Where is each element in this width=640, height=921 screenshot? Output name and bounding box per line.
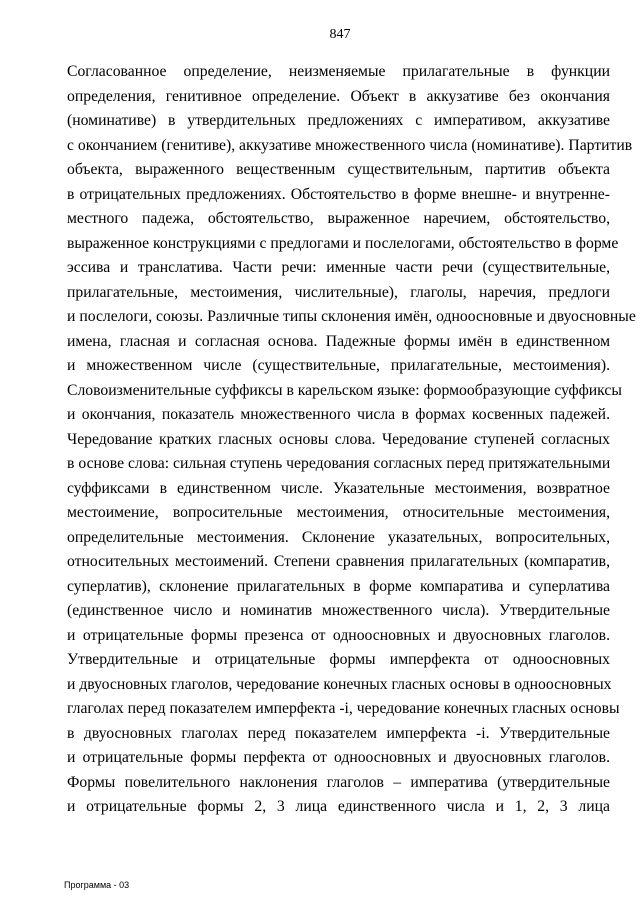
text-line: Согласованное определение, неизменяемые прилагательные в функции	[67, 63, 610, 80]
text-line: суперлатив), склонение прилагательных в форме компаратива и суперлатива	[67, 577, 610, 595]
text-line: и отрицательные формы перфекта от одноосновных и двуосновных глаголов.	[67, 749, 610, 766]
text-line: эссива и транслатива. Части речи: именные части речи (существительные,	[67, 259, 610, 276]
text-line: Чередование кратких гласных основы слова. Чередование ступеней согласных	[67, 430, 610, 448]
text-line: относительных местоимений. Степени сравнения прилагательных (компаратив,	[67, 553, 610, 570]
page-number: 847	[329, 27, 351, 42]
text-line: и множественном числе (существительные, прилагательные, местоимения).	[67, 357, 610, 374]
text-line: прилагательные, местоимения, числительные), глаголы, наречия, предлоги	[67, 283, 610, 301]
text-line: и послелоги, союзы. Различные типы склонения имён, одноосновные и двуосновные	[67, 308, 636, 325]
text-line: местоимение, вопросительные местоимения, относительные местоимения,	[67, 504, 610, 521]
text-line: в основе слова: сильная ступень чередования согласных перед притяжательными	[67, 455, 611, 472]
text-line: и отрицательные формы 2, 3 лица единственного числа и 1, 2, 3 лица	[67, 798, 610, 815]
text-line: (единственное число и номинатив множественного числа). Утвердительные	[67, 602, 610, 619]
text-line: Словоизменительные суффиксы в карельском языке: формообразующие суффиксы	[67, 381, 622, 399]
text-line: в двуосновных глаголах перед показателем имперфекта -i. Утвердительные	[67, 724, 610, 742]
text-line: местного падежа, обстоятельство, выраженное наречием, обстоятельство,	[67, 210, 610, 227]
text-line: выраженное конструкциями с предлогами и послелогами, обстоятельство в форме	[67, 234, 619, 252]
text-line: в отрицательных предложениях. Обстоятельство в форме внешне- и внутренне-	[67, 185, 610, 203]
text-line: Формы повелительного наклонения глаголов – императива (утвердительные	[67, 773, 610, 791]
text-line: и двуосновных глаголов, чередование конечных гласных основы в одноосновных	[67, 675, 612, 693]
text-line: имена, гласная и согласная основа. Падежные формы имён в единственном	[67, 332, 610, 350]
text-line: (номинативе) в утвердительных предложениях с императивом, аккузативе	[67, 112, 610, 129]
body-text	[67, 60, 636, 820]
text-line: глаголах перед показателем имперфекта -i, чередование конечных гласных основы	[67, 700, 620, 717]
text-line: определения, генитивное определение. Объект в аккузативе без окончания	[67, 87, 610, 105]
footer-label: Программа - 03	[64, 880, 130, 890]
text-line: и отрицательные формы презенса от одноосновных и двуосновных глаголов.	[67, 626, 610, 644]
text-line: Утвердительные и отрицательные формы имперфекта от одноосновных	[67, 651, 610, 668]
text-line: определительные местоимения. Склонение указательных, вопросительных,	[67, 528, 610, 546]
text-line: и окончания, показатель множественного числа в формах косвенных падежей.	[67, 406, 610, 423]
text-line: с окончанием (генитиве), аккузативе множественного числа (номинативе). Партитив	[67, 136, 633, 154]
text-line: суффиксами в единственном числе. Указательные местоимения, возвратное	[67, 479, 610, 497]
text-line: объекта, выраженного вещественным существительным, партитив объекта	[67, 161, 610, 178]
